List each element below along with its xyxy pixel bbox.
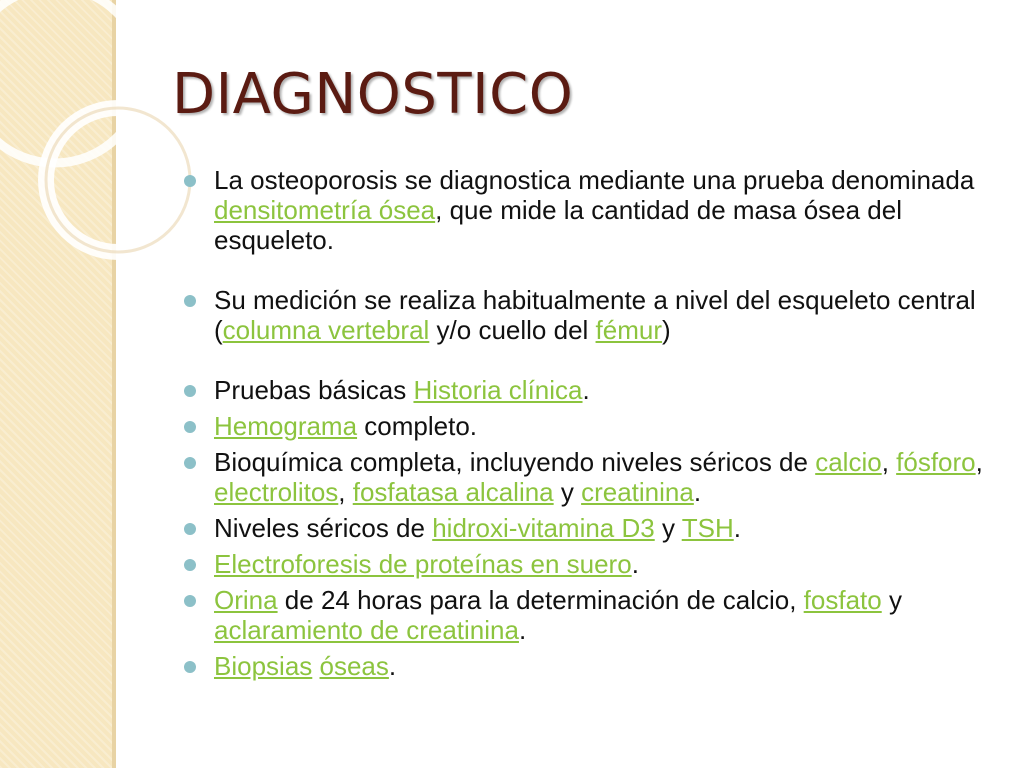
bullet-icon — [184, 421, 196, 433]
link-creatinina[interactable]: creatinina — [581, 477, 694, 507]
link-tsh[interactable]: TSH — [681, 513, 734, 543]
item-text: Pruebas básicas — [214, 375, 414, 405]
decorative-side-panel — [0, 0, 112, 768]
link-columna-vertebral[interactable]: columna vertebral — [222, 315, 430, 345]
link-biopsias[interactable]: Biopsias — [214, 651, 313, 681]
item-text: y — [881, 585, 902, 615]
list-item — [178, 375, 988, 405]
bullet-list — [178, 165, 988, 687]
item-text: . — [582, 375, 590, 405]
item-text: La osteoporosis se diagnostica mediante una prueba denominada — [214, 165, 975, 195]
side-panel-edge — [112, 0, 116, 768]
bullet-icon — [184, 457, 196, 469]
item-text: , que mide la cantidad de masa ósea del esqueleto. — [214, 195, 902, 255]
item-text: ) — [662, 315, 671, 345]
bullet-icon — [184, 523, 196, 535]
link-fosfatasa-alcalina[interactable]: fosfatasa alcalina — [352, 477, 554, 507]
item-text: , — [338, 477, 353, 507]
item-text: completo. — [357, 411, 478, 441]
item-text: y — [553, 477, 582, 507]
item-text: y — [654, 513, 682, 543]
link-femur[interactable]: fémur — [595, 315, 663, 345]
link-historia-clinica[interactable]: Historia clínica — [413, 375, 583, 405]
item-text: . — [518, 615, 527, 645]
list-item — [178, 411, 988, 441]
item-text: de 24 horas para la determinación de calcio, — [277, 585, 804, 615]
list-item — [178, 651, 988, 681]
bullet-icon — [184, 385, 196, 397]
list-item — [178, 549, 988, 579]
list-item — [178, 447, 988, 507]
bullet-icon — [184, 595, 196, 607]
item-text: . — [733, 513, 741, 543]
list-item — [178, 285, 988, 345]
item-text: . — [631, 549, 639, 579]
item-text: Su medición se realiza habitualmente a nivel del esqueleto central ( — [214, 285, 976, 345]
item-text: . — [693, 477, 702, 507]
link-orina[interactable]: Orina — [214, 585, 278, 615]
link-electrolitos[interactable]: electrolitos — [214, 477, 339, 507]
link-fosforo[interactable]: fósforo — [896, 447, 976, 477]
list-item — [178, 585, 988, 645]
bullet-icon — [184, 295, 196, 307]
bullet-icon — [184, 661, 196, 673]
link-electroforesis-proteinas[interactable]: Electroforesis de proteínas en suero — [214, 549, 632, 579]
list-item — [178, 165, 988, 255]
list-item — [178, 513, 988, 543]
link-aclaramiento-creatinina[interactable]: aclaramiento de creatinina — [214, 615, 519, 645]
link-fosfato[interactable]: fosfato — [803, 585, 882, 615]
item-text: Bioquímica completa, incluyendo niveles séricos de — [214, 447, 816, 477]
link-densitometria-osea[interactable]: densitometría ósea — [214, 195, 436, 225]
item-text: , — [881, 447, 897, 477]
slide-title: DIAGNOSTICO — [172, 62, 574, 127]
link-hidroxi-vitamina-d3[interactable]: hidroxi-vitamina D3 — [432, 513, 655, 543]
item-text: Niveles séricos de — [214, 513, 433, 543]
link-calcio[interactable]: calcio — [815, 447, 882, 477]
link-hemograma[interactable]: Hemograma — [214, 411, 358, 441]
item-text: y/o cuello del — [429, 315, 596, 345]
bullet-icon — [184, 559, 196, 571]
item-text: . — [388, 651, 397, 681]
item-text: , — [975, 447, 983, 477]
item-text — [312, 651, 319, 681]
link-oseas[interactable]: óseas — [319, 651, 389, 681]
bullet-icon — [184, 175, 196, 187]
